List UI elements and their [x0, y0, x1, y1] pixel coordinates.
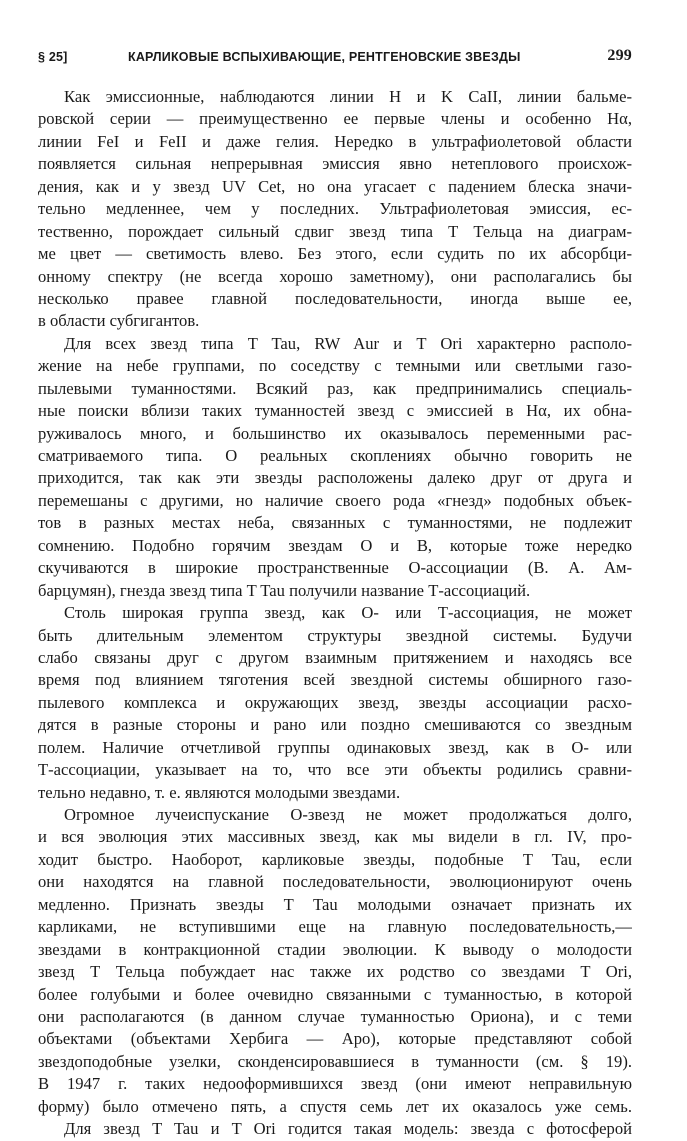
text-line: Столь широкая группа звезд, как О- или Т-ассоциация, не может	[64, 603, 632, 623]
text-line: в области субгигантов.	[38, 311, 200, 331]
text-line: барцумян), гнезда звезд типа T Tau получили название Т-ассоциаций.	[38, 580, 531, 600]
text-line: ровской серии — преимущественно ее первые члены и особенно Hα,	[38, 109, 632, 129]
running-header	[38, 46, 632, 68]
text-line: форму) было отмечено пять, а спустя семь лет их оказалось уже семь.	[38, 1096, 632, 1116]
text-line: пылевого комплекса и окружающих звезд, звезды ассоциации расхо-	[38, 692, 632, 712]
text-line: Как эмиссионные, наблюдаются линии H и K CaII, линии бальме-	[64, 87, 632, 106]
text-line: объектами (объектами Хербига — Аро), которые представляют собой	[38, 1029, 632, 1049]
text-line: быть длительным элементом структуры звездной системы. Будучи	[38, 625, 632, 645]
text-line: тельно недавно, т. е. являются молодыми звездами.	[38, 782, 401, 802]
running-title: КАРЛИКОВЫЕ ВСПЫХИВАЮЩИЕ, РЕНТГЕНОВСКИЕ ЗВЕЗДЫ	[128, 50, 521, 64]
text-line: звездами в контракционной стадии эволюции. К выводу о молодости	[38, 939, 632, 959]
text-line: Для звезд T Tau и T Ori годится такая модель: звезда с фотосферой	[64, 1119, 632, 1139]
text-line: перемешаны с другими, но наличие своего рода «гнезд» подобных объек-	[38, 490, 632, 510]
text-line: руживалось много, и большинство их оказывалось переменными рас-	[38, 423, 632, 443]
text-line: ме цвет — светимость влево. Без этого, если судить по их абсорбци-	[38, 244, 632, 264]
text-line: звезд Т Тельца побуждает нас также их родство со звездами T Ori,	[38, 962, 632, 982]
text-line: ходит быстро. Наоборот, карликовые звезды, подобные T Tau, если	[38, 849, 632, 869]
text-line: дения, как и у звезд UV Cet, но она угасает с падением блеска значи-	[38, 176, 632, 196]
text-line: тественно, порождает сильный сдвиг звезд типа Т Тельца на диаграм-	[38, 221, 632, 241]
section-marker: § 25]	[38, 50, 68, 64]
text-line: карликами, не вступившими еще на главную последовательность,—	[38, 917, 632, 937]
text-line: время под влиянием тяготения всей звездной системы обширного газо-	[38, 670, 632, 690]
text-line: дятся в разные стороны и рано или поздно смешиваются со звездным	[38, 715, 632, 735]
text-line: скучиваются в широкие пространственные О-ассоциации (В. А. Ам-	[38, 558, 632, 578]
text-line: жение на небе группами, по соседству с темными или светлыми газо-	[38, 356, 632, 376]
text-line: ные поиски вблизи таких туманностей звезд с эмиссией в Hα, их обна-	[38, 401, 632, 421]
text-line: приходится, так как эти звезды расположены далеко друг от друга и	[38, 468, 632, 488]
body-text	[38, 86, 632, 1141]
text-line: они располагаются (в данном случае туманностью Ориона), и с теми	[38, 1006, 632, 1026]
text-line: медленно. Признать звезды T Tau молодыми означает признать их	[38, 894, 632, 914]
text-line: В 1947 г. таких недооформившихся звезд (они имеют неправильную	[38, 1074, 632, 1094]
text-line: появляется сильная непрерывная эмиссия явно нетеплового происхож-	[38, 154, 632, 174]
text-line: линии FeI и FeII и даже гелия. Нередко в ультрафиолетовой области	[38, 131, 632, 151]
text-line: Для всех звезд типа T Tau, RW Aur и T Ori характерно располо-	[64, 333, 632, 353]
text-line: Т-ассоциации, указывает на то, что все эти объекты родились сравни-	[38, 760, 632, 780]
text-line: онному спектру (не всегда хорошо заметному), они располагались бы	[38, 266, 632, 286]
text-line: звездоподобные узелки, сконденсировавшиеся в туманности (см. § 19).	[38, 1051, 632, 1071]
text-line: сматриваемого типа. О реальных скоплениях обычно говорить не	[38, 446, 632, 465]
text-line: тельно медленнее, чем у последних. Ультрафиолетовая эмиссия, ес-	[38, 199, 632, 219]
text-line: несколько правее главной последовательности, иногда выше ее,	[38, 288, 632, 308]
text-line: слабо связаны друг с другом взаимным притяжением и находясь все	[38, 647, 632, 667]
text-line: сомнению. Подобно горячим звездам О и В, которые тоже нередко	[38, 535, 632, 555]
text-line: пылевыми туманностями. Всякий раз, как предпринимались специаль-	[38, 378, 632, 398]
text-line: полем. Наличие отчетливой группы одинаковых звезд, как в О- или	[38, 737, 632, 757]
page-number: 299	[607, 47, 632, 64]
text-line: Огромное лучеиспускание О-звезд не может продолжаться долго,	[64, 805, 632, 824]
text-line: они находятся на главной последовательности, эволюционируют очень	[38, 872, 632, 892]
text-line: тов в разных местах неба, связанных с туманностями, не подлежит	[38, 513, 632, 533]
text-line: и вся эволюция этих массивных звезд, как мы видели в гл. IV, про-	[38, 827, 632, 847]
text-line: более голубыми и более очевидно связанными с туманностью, в которой	[38, 984, 632, 1004]
